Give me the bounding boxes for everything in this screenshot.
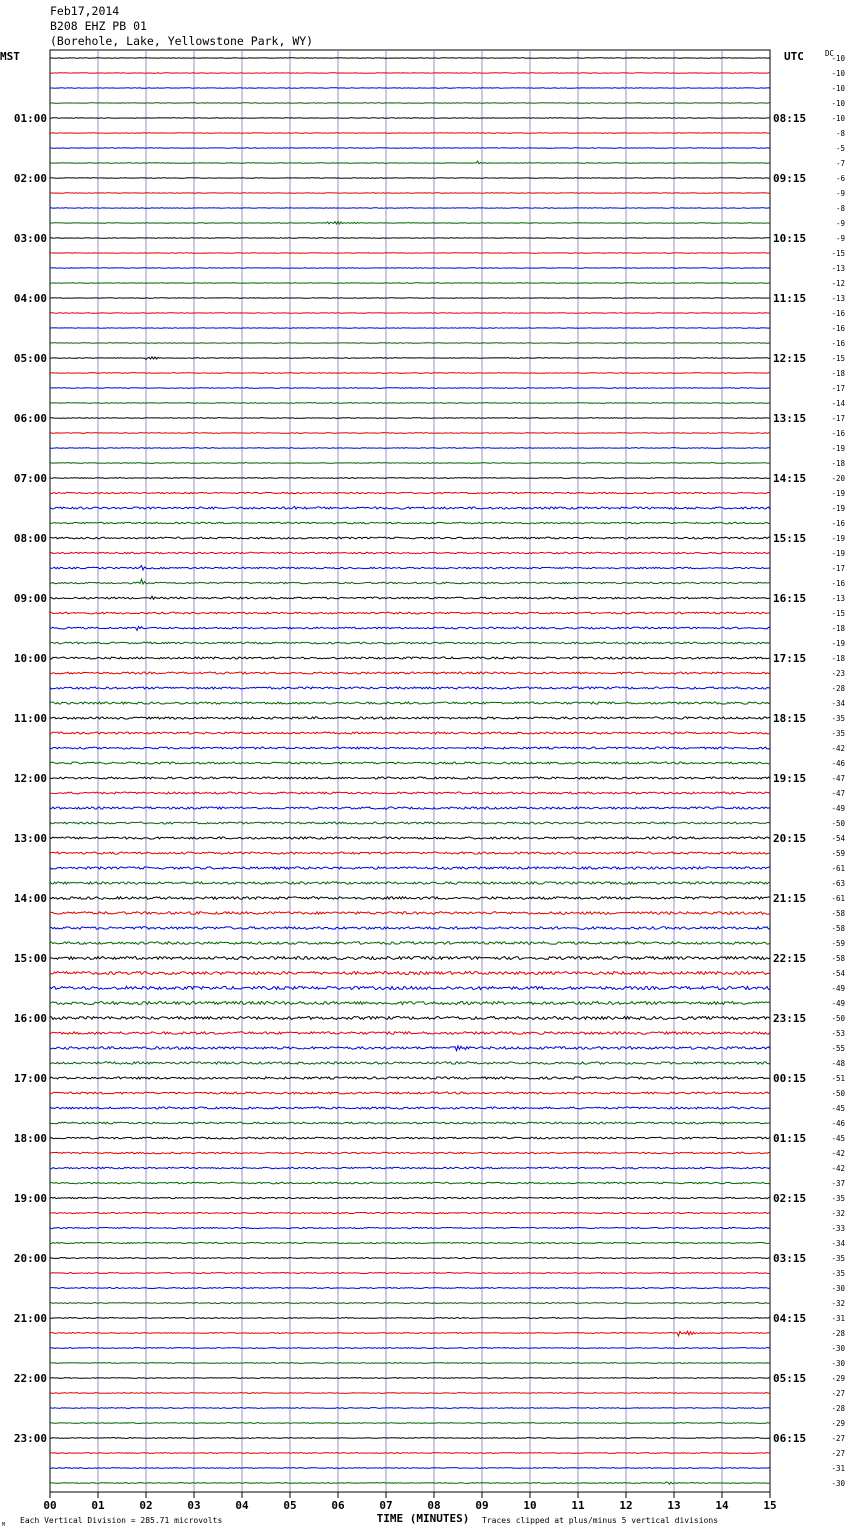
dc-offset-label: -16 [831,309,845,318]
mst-hour-label: 18:00 [13,1132,47,1145]
seismic-trace [50,208,770,209]
dc-offset-label: -17 [831,384,845,393]
seismic-trace [50,1482,770,1484]
dc-offset-label: -19 [831,549,845,558]
seismic-trace [50,1468,770,1469]
dc-offset-label: -8 [835,129,845,138]
seismic-trace [50,1453,770,1454]
seismic-trace [50,1182,770,1184]
utc-hour-label: 10:15 [773,232,807,245]
mst-hour-label: 02:00 [13,172,47,185]
utc-hour-label: 21:15 [773,892,807,905]
seismic-trace [50,357,770,360]
seismic-trace [50,193,770,194]
x-tick-label: 05 [283,1499,297,1512]
dc-offset-label: -18 [831,369,845,378]
dc-offset-label: -10 [831,54,845,63]
seismic-trace [50,88,770,89]
seismic-trace [50,1137,770,1139]
dc-offset-label: -9 [835,189,845,198]
seismic-trace [50,972,770,975]
mst-hour-label: 05:00 [13,352,47,365]
utc-hour-label: 20:15 [773,832,807,845]
seismic-trace [50,478,770,479]
seismic-trace [50,1152,770,1154]
x-axis-title: TIME (MINUTES) [376,1512,470,1525]
dc-offset-label: -18 [831,459,845,468]
dc-offset-label: -17 [831,564,845,573]
x-tick-label: 09 [475,1499,489,1512]
utc-hour-label: 05:15 [773,1372,807,1385]
dc-offset-label: -63 [831,879,845,888]
dc-offset-label: -58 [831,909,845,918]
dc-offset-label: -19 [831,534,845,543]
seismic-trace [50,1378,770,1379]
dc-offset-label: -19 [831,489,845,498]
x-tick-label: 00 [43,1499,57,1512]
dc-offset-label: -61 [831,864,845,873]
dc-offset-label: -19 [831,504,845,513]
seismic-trace [50,747,770,749]
mst-hour-label: 08:00 [13,532,47,545]
dc-offset-label: -10 [831,84,845,93]
mst-hour-label: 17:00 [13,1072,47,1085]
seismic-trace [50,792,770,794]
mst-hour-label: 06:00 [13,412,47,425]
seismic-trace [50,612,770,614]
x-tick-label: 13 [667,1499,681,1512]
dc-offset-label: -42 [831,1164,845,1173]
dc-offset-label: -6 [835,174,845,183]
seismic-trace [50,1046,770,1051]
seismic-trace [50,1348,770,1349]
seismic-trace [50,1212,770,1213]
dc-offset-label: -46 [831,759,845,768]
dc-label: DC [825,49,835,58]
seismic-trace [50,867,770,869]
dc-offset-label: -42 [831,744,845,753]
dc-offset-label: -16 [831,579,845,588]
x-tick-label: 10 [523,1499,537,1512]
mst-hour-label: 14:00 [13,892,47,905]
seismic-trace [50,897,770,900]
dc-offset-label: -10 [831,69,845,78]
dc-offset-label: -35 [831,1254,845,1263]
dc-offset-label: -13 [831,594,845,603]
seismic-trace [50,313,770,314]
utc-hour-label: 08:15 [773,112,807,125]
seismic-trace [50,1393,770,1394]
seismic-trace [50,1303,770,1304]
seismic-trace [50,238,770,239]
dc-offset-label: -49 [831,999,845,1008]
seismic-trace [50,343,770,344]
mst-axis-label: MST [0,50,20,63]
seismic-trace [50,161,770,164]
dc-offset-label: -20 [831,474,845,483]
seismic-trace [50,1092,770,1094]
seismic-trace [50,522,770,524]
station-code: B208 EHZ PB 01 [50,19,147,33]
dc-offset-label: -28 [831,1329,845,1338]
dc-offset-label: -59 [831,849,845,858]
dc-offset-label: -29 [831,1419,845,1428]
x-tick-label: 14 [715,1499,729,1512]
seismic-trace [50,807,770,810]
utc-hour-label: 00:15 [773,1072,807,1085]
dc-offset-label: -35 [831,714,845,723]
mst-hour-label: 01:00 [13,112,47,125]
utc-hour-label: 22:15 [773,952,807,965]
seismic-trace [50,927,770,930]
footer-mark: M [2,1522,6,1528]
x-tick-label: 06 [331,1499,345,1512]
dc-offset-label: -17 [831,414,845,423]
dc-offset-label: -13 [831,294,845,303]
dc-offset-label: -30 [831,1359,845,1368]
dc-offset-label: -9 [835,219,845,228]
utc-hour-label: 11:15 [773,292,807,305]
seismic-trace [50,328,770,329]
mst-hour-label: 11:00 [13,712,47,725]
vertical-division-note: Each Vertical Division = 285.71 microvolts [20,1516,223,1525]
dc-offset-label: -47 [831,774,845,783]
utc-hour-label: 06:15 [773,1432,807,1445]
seismic-trace [50,537,770,539]
seismic-trace [50,717,770,719]
seismic-trace [50,178,770,179]
utc-hour-label: 16:15 [773,592,807,605]
utc-hour-label: 12:15 [773,352,807,365]
dc-offset-label: -28 [831,684,845,693]
seismic-trace [50,852,770,854]
plot-frame [50,50,770,1492]
seismic-trace [50,1438,770,1439]
dc-offset-label: -59 [831,939,845,948]
dc-offset-label: -16 [831,339,845,348]
dc-offset-label: -9 [835,234,845,243]
dc-offset-label: -29 [831,1374,845,1383]
dc-offset-label: -50 [831,819,845,828]
dc-offset-label: -8 [835,204,845,213]
dc-offset-label: -30 [831,1344,845,1353]
seismic-trace [50,986,770,989]
mst-hour-label: 20:00 [13,1252,47,1265]
dc-offset-label: -7 [835,159,845,168]
x-tick-label: 02 [139,1499,153,1512]
dc-offset-label: -30 [831,1284,845,1293]
seismic-trace [50,777,770,779]
seismic-trace [50,268,770,269]
seismic-trace [50,1257,770,1258]
mst-hour-label: 03:00 [13,232,47,245]
seismic-trace [50,298,770,299]
seismic-trace [50,1423,770,1424]
mst-hour-label: 04:00 [13,292,47,305]
dc-offset-label: -18 [831,654,845,663]
dc-offset-label: -19 [831,639,845,648]
utc-hour-label: 17:15 [773,652,807,665]
dc-offset-label: -34 [831,1239,845,1248]
seismic-trace [50,103,770,104]
seismic-trace [50,657,770,659]
mst-hour-label: 16:00 [13,1012,47,1025]
dc-offset-label: -45 [831,1104,845,1113]
seismic-trace [50,1062,770,1064]
seismic-trace [50,642,770,644]
mst-hour-label: 19:00 [13,1192,47,1205]
seismic-trace [50,1107,770,1109]
mst-hour-label: 23:00 [13,1432,47,1445]
dc-offset-label: -61 [831,894,845,903]
utc-axis-label: UTC [784,50,804,63]
x-tick-label: 04 [235,1499,249,1512]
mst-hour-label: 21:00 [13,1312,47,1325]
mst-hour-label: 13:00 [13,832,47,845]
seismic-trace [50,463,770,464]
seismic-trace [50,1242,770,1243]
seismic-trace [50,418,770,419]
dc-offset-label: -58 [831,924,845,933]
seismic-trace [50,1288,770,1289]
utc-hour-label: 04:15 [773,1312,807,1325]
dc-offset-label: -32 [831,1299,845,1308]
seismic-trace [50,702,770,704]
seismic-trace [50,762,770,764]
seismic-trace [50,837,770,839]
seismic-trace [50,58,770,59]
dc-offset-label: -51 [831,1074,845,1083]
seismic-trace [50,1227,770,1228]
dc-offset-label: -35 [831,1194,845,1203]
dc-offset-label: -16 [831,429,845,438]
dc-offset-label: -46 [831,1119,845,1128]
dc-offset-label: -34 [831,699,845,708]
dc-offset-label: -35 [831,1269,845,1278]
dc-offset-label: -18 [831,624,845,633]
seismic-trace [50,1363,770,1364]
mst-hour-label: 15:00 [13,952,47,965]
mst-hour-label: 10:00 [13,652,47,665]
seismic-trace [50,942,770,945]
seismic-trace [50,1017,770,1020]
dc-offset-label: -58 [831,954,845,963]
dc-offset-label: -5 [835,144,845,153]
mst-hour-label: 22:00 [13,1372,47,1385]
seismic-trace [50,492,770,493]
dc-offset-label: -27 [831,1434,845,1443]
dc-offset-label: -37 [831,1179,845,1188]
utc-hour-label: 02:15 [773,1192,807,1205]
dc-offset-label: -33 [831,1224,845,1233]
seismic-trace [50,912,770,915]
seismic-trace [50,672,770,674]
utc-hour-label: 18:15 [773,712,807,725]
dc-offset-label: -10 [831,114,845,123]
seismic-trace [50,283,770,284]
dc-offset-label: -12 [831,279,845,288]
utc-hour-label: 15:15 [773,532,807,545]
dc-offset-label: -14 [831,399,845,408]
x-tick-label: 07 [379,1499,393,1512]
seismic-trace [50,1167,770,1169]
dc-offset-label: -32 [831,1209,845,1218]
dc-offset-label: -23 [831,669,845,678]
dc-offset-label: -55 [831,1044,845,1053]
seismic-trace [50,1032,770,1035]
dc-offset-label: -42 [831,1149,845,1158]
dc-offset-label: -30 [831,1479,845,1488]
seismic-trace [50,822,770,824]
mst-hour-label: 09:00 [13,592,47,605]
seismic-trace [50,1001,770,1004]
seismic-trace [50,566,770,570]
axis-labels [0,49,845,1528]
clipping-note: Traces clipped at plus/minus 5 vertical divisions [482,1516,719,1525]
seismic-trace [50,221,770,224]
dc-offset-label: -45 [831,1134,845,1143]
seismic-trace [50,1318,770,1319]
seismic-trace [50,506,770,509]
seismic-trace [50,1122,770,1124]
dc-offset-label: -54 [831,969,845,978]
utc-hour-label: 19:15 [773,772,807,785]
seismic-trace [50,373,770,374]
seismic-trace [50,1077,770,1079]
utc-hour-label: 13:15 [773,412,807,425]
seismic-trace [50,1408,770,1409]
seismic-trace [50,1273,770,1274]
dc-offset-label: -15 [831,249,845,258]
seismic-trace [50,596,770,599]
dc-offset-label: -15 [831,354,845,363]
seismic-trace [50,882,770,884]
dc-offset-label: -31 [831,1314,845,1323]
dc-offset-label: -50 [831,1089,845,1098]
seismic-trace [50,1331,770,1336]
utc-hour-label: 23:15 [773,1012,807,1025]
x-tick-label: 03 [187,1499,201,1512]
dc-offset-label: -19 [831,444,845,453]
plot-date: Feb17,2014 [50,4,120,18]
dc-offset-label: -27 [831,1389,845,1398]
seismic-trace [50,403,770,404]
seismic-trace [50,133,770,134]
seismic-trace [50,388,770,389]
dc-offset-label: -54 [831,834,845,843]
seismic-trace [50,687,770,689]
seismic-trace [50,957,770,960]
dc-offset-label: -49 [831,984,845,993]
utc-hour-label: 01:15 [773,1132,807,1145]
dc-offset-label: -50 [831,1014,845,1023]
seismic-trace [50,732,770,734]
dc-offset-label: -27 [831,1449,845,1458]
seismic-trace [50,448,770,449]
utc-hour-label: 03:15 [773,1252,807,1265]
x-tick-label: 01 [91,1499,105,1512]
minute-grid [50,50,770,1498]
dc-offset-label: -15 [831,609,845,618]
dc-offset-label: -13 [831,264,845,273]
dc-offset-label: -10 [831,99,845,108]
seismic-trace [50,118,770,119]
mst-hour-label: 07:00 [13,472,47,485]
dc-offset-label: -28 [831,1404,845,1413]
x-tick-label: 12 [619,1499,633,1512]
seismic-trace [50,1197,770,1198]
dc-offset-label: -16 [831,324,845,333]
utc-hour-label: 14:15 [773,472,807,485]
utc-hour-label: 09:15 [773,172,807,185]
seismic-trace [50,579,770,584]
station-location: (Borehole, Lake, Yellowstone Park, WY) [50,34,314,48]
seismic-trace [50,148,770,149]
x-tick-label: 08 [427,1499,441,1512]
dc-offset-label: -16 [831,519,845,528]
dc-offset-label: -48 [831,1059,845,1068]
dc-offset-label: -35 [831,729,845,738]
mst-hour-label: 12:00 [13,772,47,785]
seismic-traces [50,58,770,1484]
x-tick-label: 11 [571,1499,585,1512]
seismic-trace [50,253,770,254]
dc-offset-label: -31 [831,1464,845,1473]
dc-offset-label: -49 [831,804,845,813]
seismic-trace [50,73,770,74]
dc-offset-label: -47 [831,789,845,798]
x-tick-label: 15 [763,1499,777,1512]
seismic-trace [50,433,770,434]
seismic-trace [50,627,770,631]
dc-offset-label: -53 [831,1029,845,1038]
seismic-trace [50,552,770,554]
